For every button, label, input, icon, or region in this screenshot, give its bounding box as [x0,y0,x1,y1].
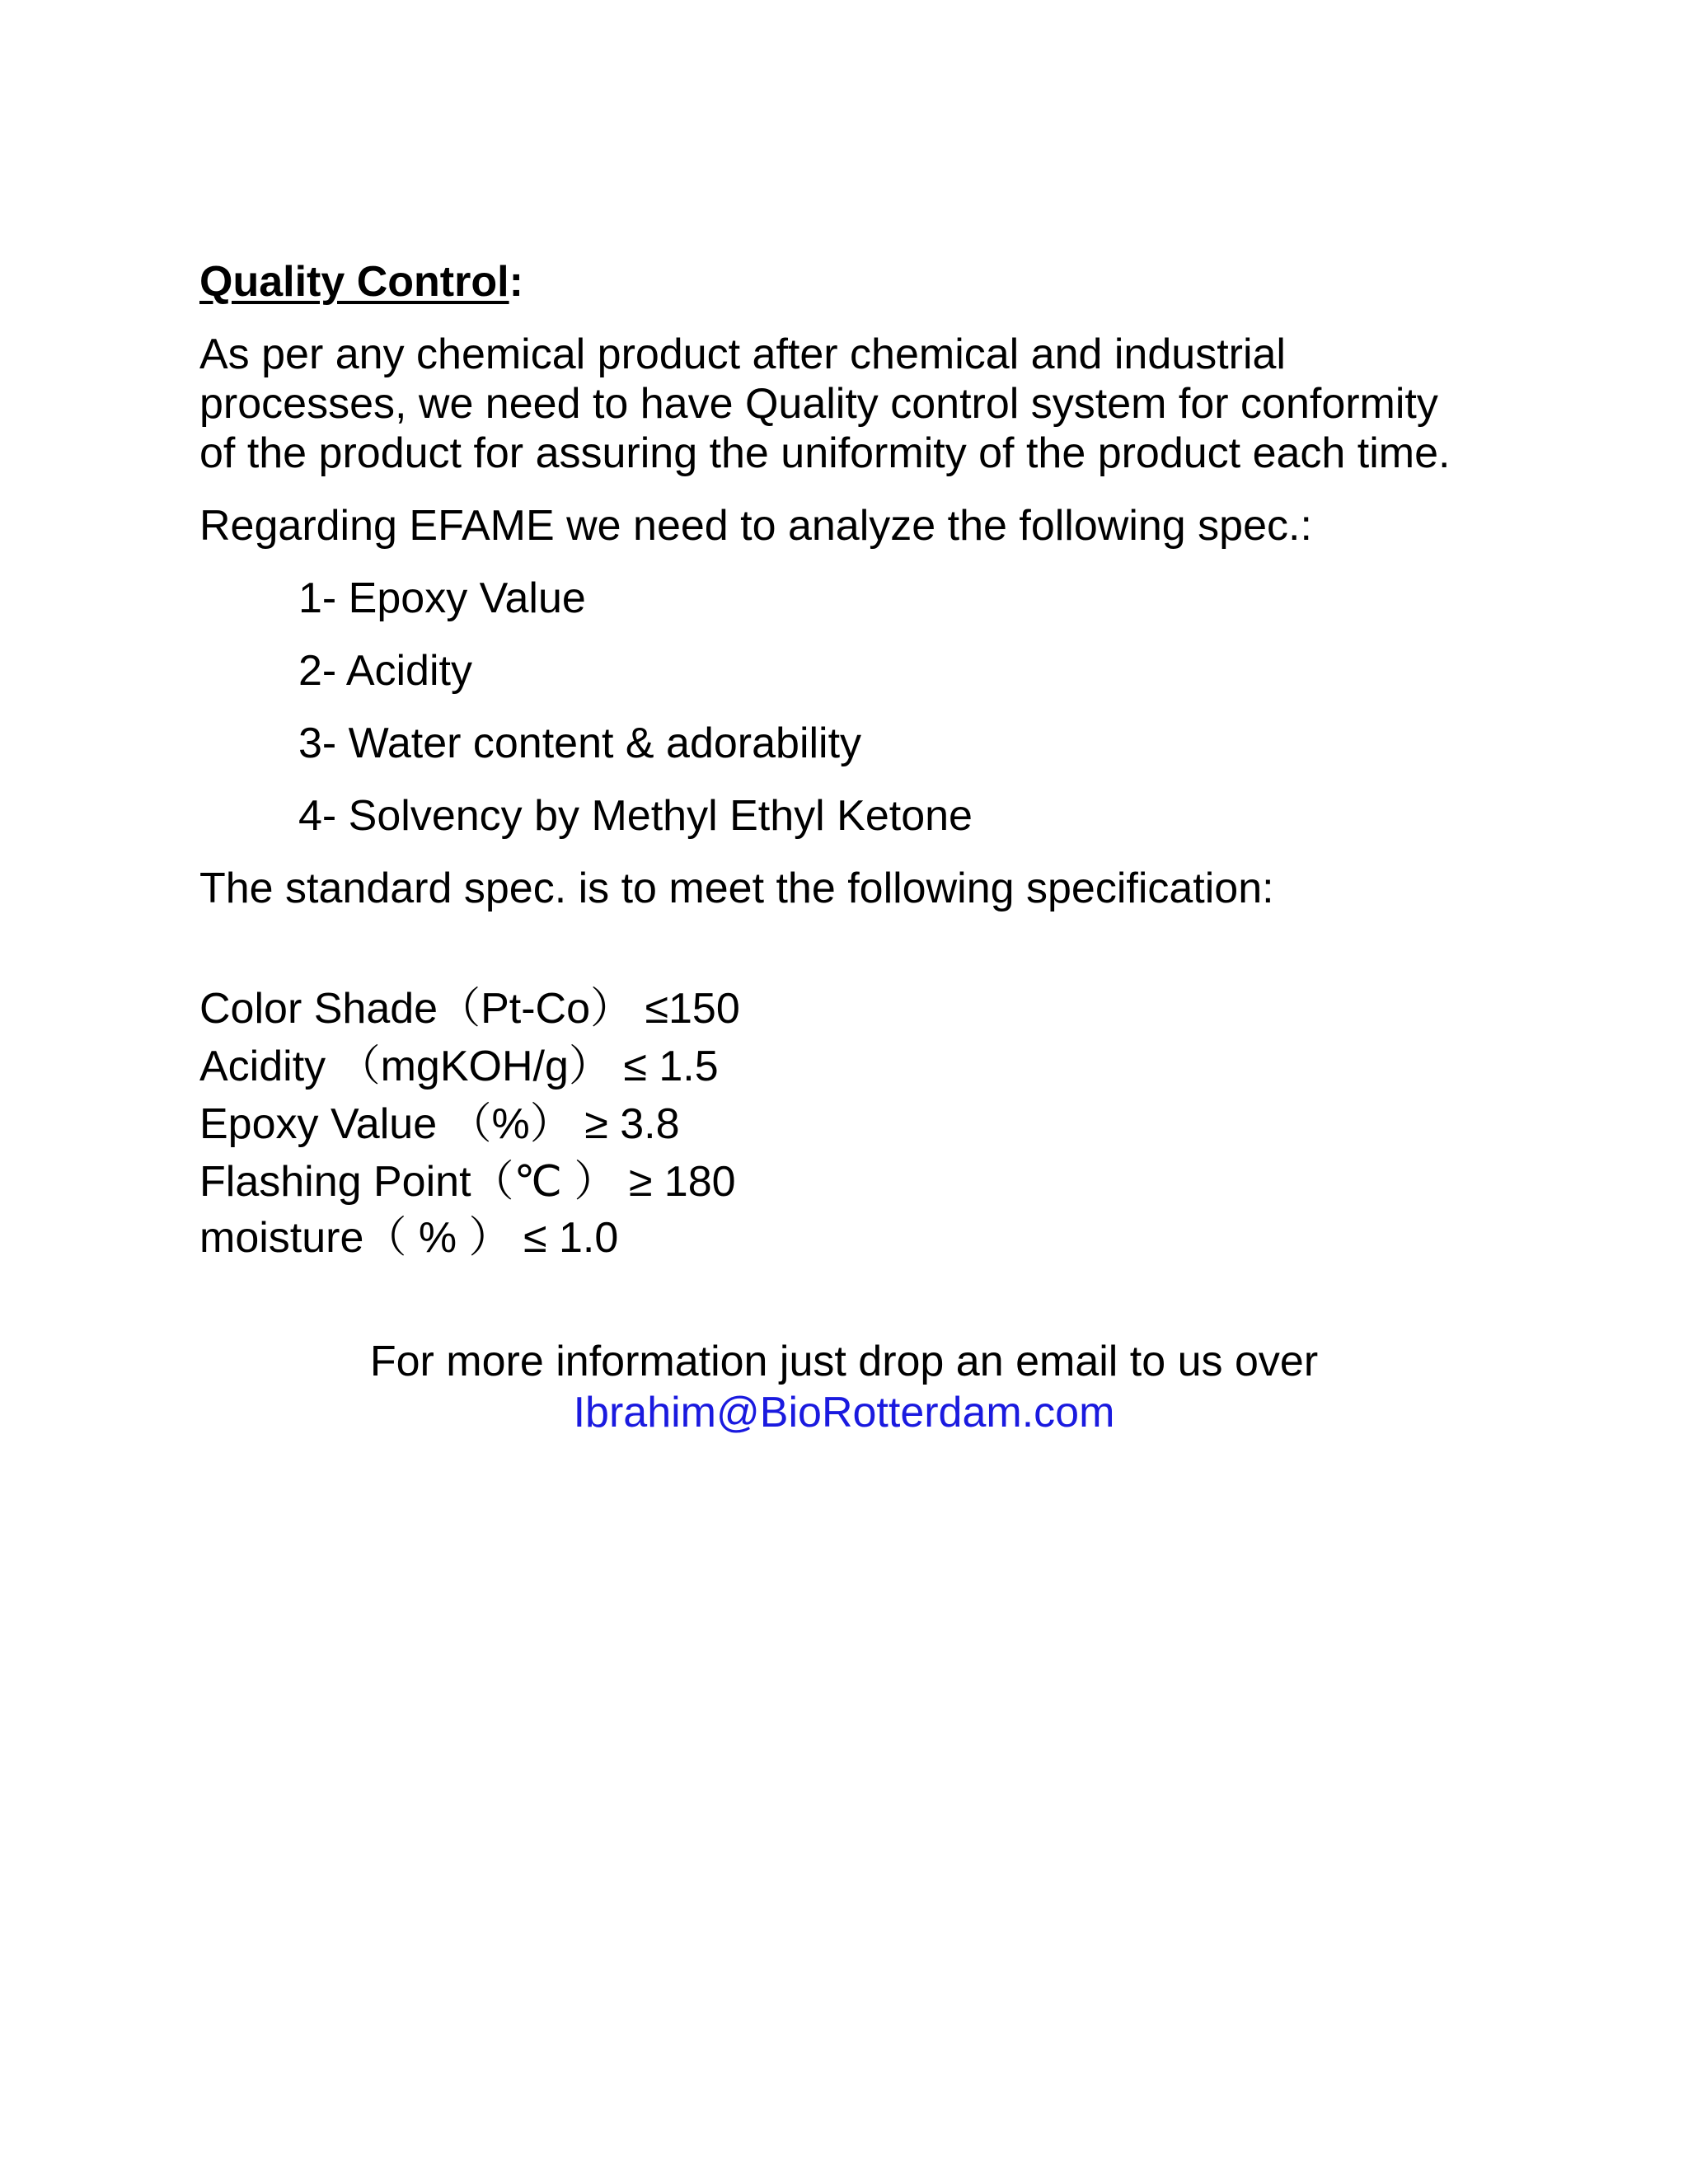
standard-lead: The standard spec. is to meet the following specification: [199,865,1274,912]
heading-title: Quality Control [199,258,509,306]
spec-flashing-point: Flashing Point（℃ ） ≥ 180 [199,1158,736,1206]
analysis-item-4: 4- Solvency by Methyl Ethyl Ketone [298,792,973,840]
intro-line-1: As per any chemical product after chemical and industrial [199,330,1286,378]
analysis-item-2: 2- Acidity [298,647,472,695]
analysis-item-3: 3- Water content & adorability [298,719,862,767]
spec-moisture: moisture（ % ） ≤ 1.0 [199,1214,619,1262]
intro-line-3: of the product for assuring the uniformity of the product each time. [199,429,1451,477]
contact-email-row [0,1391,1688,1434]
section-heading [199,258,523,306]
intro-line-2: processes, we need to have Quality control system for conformity [199,380,1438,428]
spec-color-shade: Color Shade（Pt-Co） ≤150 [199,985,740,1033]
contact-email-link[interactable]: Ibrahim@BioRotterdam.com [573,1389,1115,1436]
analysis-item-1: 1- Epoxy Value [298,574,586,622]
spec-epoxy-value: Epoxy Value （%） ≥ 3.8 [199,1100,680,1148]
contact-text: For more information just drop an email to us over [369,1338,1319,1385]
spec-acidity: Acidity （mgKOH/g） ≤ 1.5 [199,1043,719,1090]
analysis-lead: Regarding EFAME we need to analyze the following spec.: [199,502,1312,550]
heading-colon: : [509,258,523,306]
